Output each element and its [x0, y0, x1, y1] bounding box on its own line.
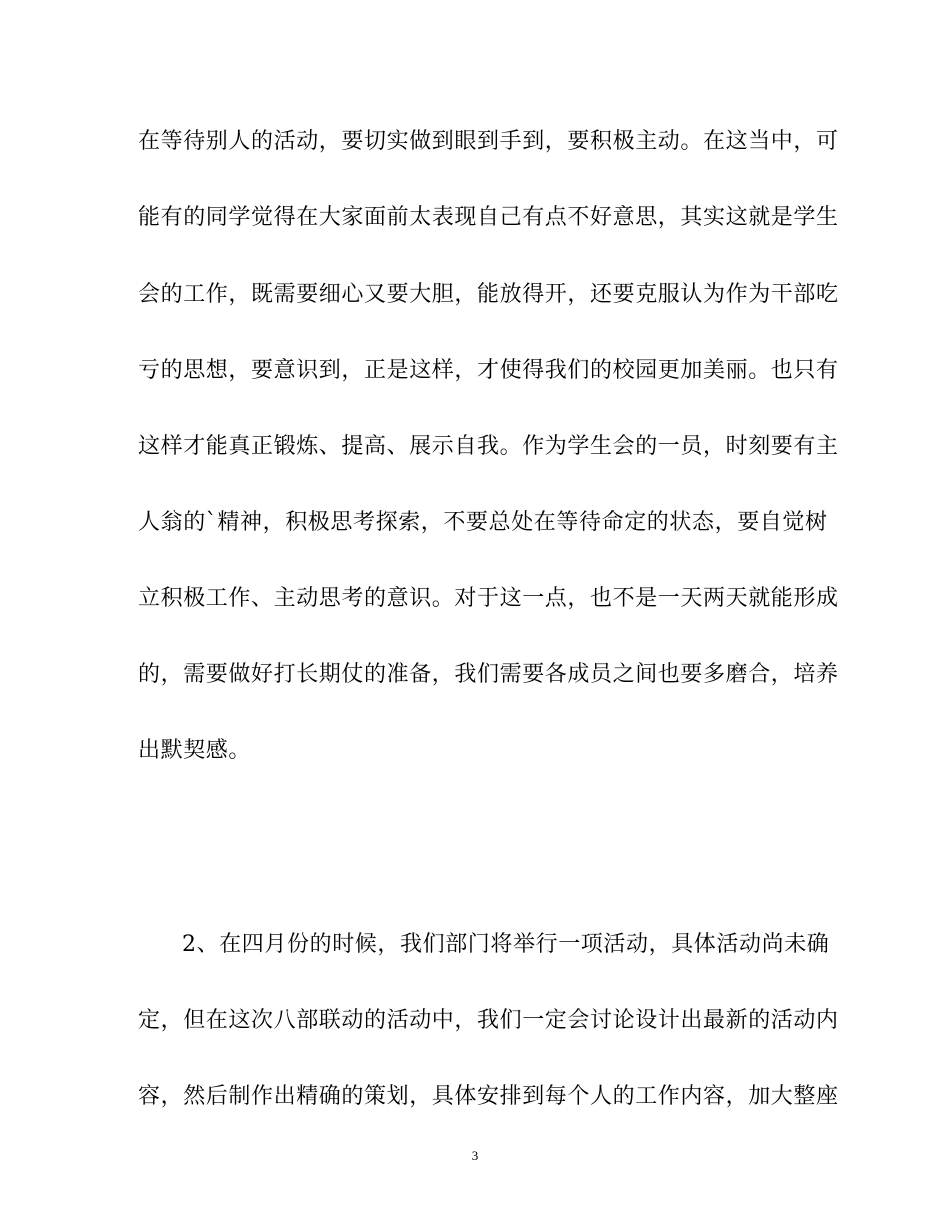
paragraph-line: 在等待别人的活动，要切实做到眼到手到，要积极主动。在这当中，可	[138, 129, 839, 154]
paragraph-line: 能有的同学觉得在大家面前太表现自己有点不好意思，其实这就是学生	[138, 205, 839, 230]
paragraph-line: 人翁的`精神，积极思考探索，不要总处在等待命定的状态，要自觉树	[138, 510, 828, 535]
paragraph-line: 立积极工作、主动思考的意识。对于这一点，也不是一天两天就能形成	[138, 586, 839, 611]
paragraph-line: 容，然后制作出精确的策划，具体安排到每个人的工作内容，加大整座	[138, 1084, 839, 1109]
page-number: 3	[471, 1148, 479, 1163]
paragraph-line: 亏的思想，要意识到，正是这样，才使得我们的校园更加美丽。也只有	[138, 358, 839, 383]
paragraph-line: 会的工作，既需要细心又要大胆，能放得开，还要克服认为作为干部吃	[138, 282, 839, 307]
paragraph-line-indented: 2、在四月份的时候，我们部门将举行一项活动，具体活动尚未确	[182, 932, 830, 957]
paragraph-line: 这样才能真正锻炼、提高、展示自我。作为学生会的一员，时刻要有主	[138, 434, 839, 459]
paragraph-line: 出默契感。	[138, 738, 252, 763]
paragraph-line: 定，但在这次八部联动的活动中，我们一定会讨论设计出最新的活动内	[138, 1008, 839, 1033]
paragraph-line: 的，需要做好打长期仗的准备，我们需要各成员之间也要多磨合，培养	[138, 662, 839, 687]
